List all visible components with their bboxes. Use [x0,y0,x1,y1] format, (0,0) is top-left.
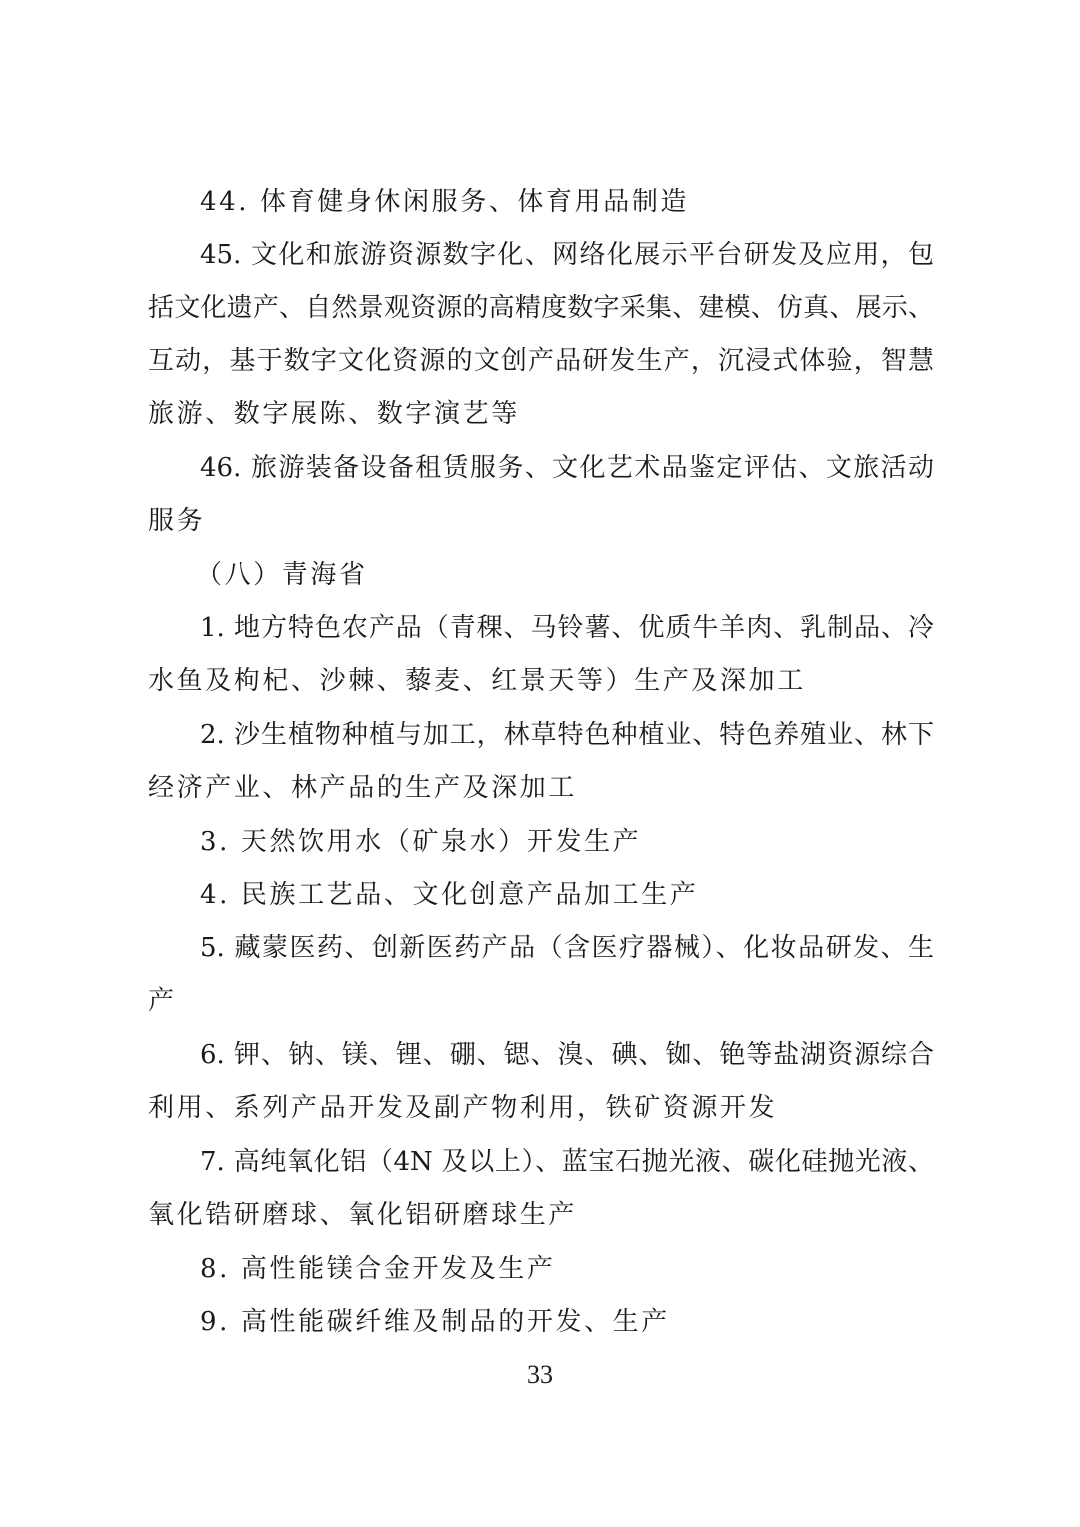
qh-item-2-line-1: 2. 沙生植物种植与加工，林草特色种植业、特色养殖业、林下 [200,720,934,750]
item-45-line-1: 45. 文化和旅游资源数字化、网络化展示平台研发及应用，包 [200,240,934,270]
section-heading-qinghai: （八）青海省 [196,560,368,590]
item-45-line-2: 括文化遗产、自然景观资源的高精度数字采集、建模、仿真、展示、 [148,293,934,323]
qh-item-7-line-1: 7. 高纯氧化铝（4N 及以上）、蓝宝石抛光液、碳化硅抛光液、 [200,1147,934,1177]
qh-item-3: 3. 天然饮用水（矿泉水）开发生产 [200,827,642,857]
qh-item-1-line-1: 1. 地方特色农产品（青稞、马铃薯、优质牛羊肉、乳制品、冷 [200,613,934,643]
qh-item-4: 4. 民族工艺品、文化创意产品加工生产 [200,880,699,910]
item-45-line-4: 旅游、数字展陈、数字演艺等 [148,399,520,429]
item-45-line-3: 互动，基于数字文化资源的文创产品研发生产，沉浸式体验，智慧 [148,346,934,376]
qh-item-5-line-2: 产 [148,986,177,1016]
item-46-line-2: 服务 [148,506,206,536]
qh-item-7-line-2: 氧化锆研磨球、氧化铝研磨球生产 [148,1200,578,1230]
page-number: 33 [527,1360,553,1389]
qh-item-8: 8. 高性能镁合金开发及生产 [200,1254,556,1284]
qh-item-5-line-1: 5. 藏蒙医药、创新医药产品（含医疗器械）、化妆品研发、生 [200,933,934,963]
qh-item-1-line-2: 水鱼及枸杞、沙棘、藜麦、红景天等）生产及深加工 [148,666,806,696]
qh-item-6-line-1: 6. 钾、钠、镁、锂、硼、锶、溴、碘、铷、铯等盐湖资源综合 [200,1040,934,1070]
qh-item-9: 9. 高性能碳纤维及制品的开发、生产 [200,1307,670,1337]
item-44: 44. 体育健身休闲服务、体育用品制造 [200,187,690,217]
item-46-line-1: 46. 旅游装备设备租赁服务、文化艺术品鉴定评估、文旅活动 [200,453,934,483]
qh-item-6-line-2: 利用、系列产品开发及副产物利用，铁矿资源开发 [148,1093,778,1123]
qh-item-2-line-2: 经济产业、林产品的生产及深加工 [148,773,578,803]
